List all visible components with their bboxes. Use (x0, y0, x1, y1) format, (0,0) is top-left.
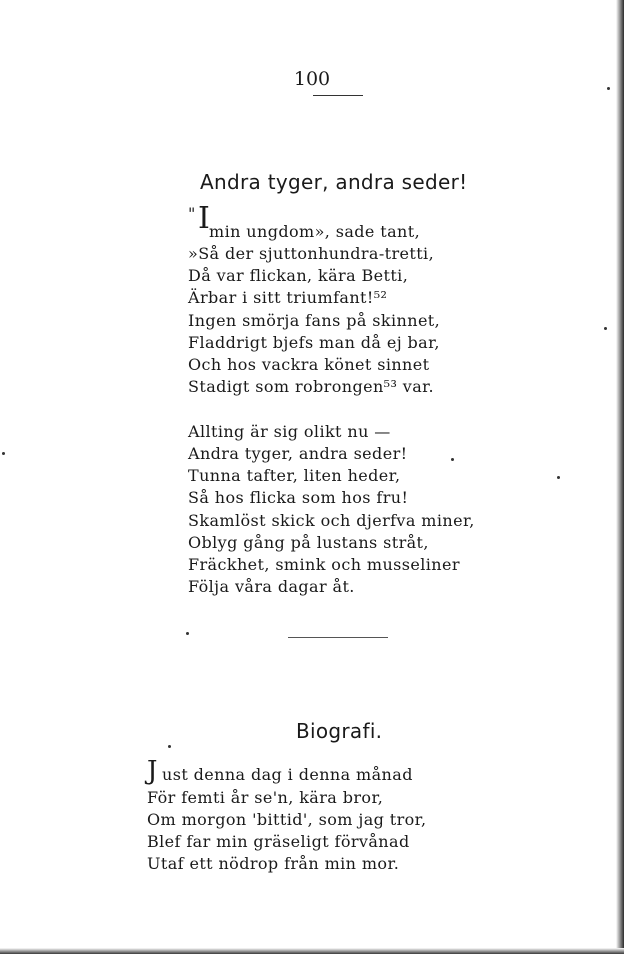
section-divider (288, 637, 388, 638)
poem-title-1: Andra tyger, andra seder! (200, 170, 468, 194)
poem1-line-6: Fladdrigt bjefs man då ej bar, (188, 333, 440, 352)
page-number-rule (313, 95, 363, 96)
poem2-line-5: Utaf ett nödrop från min mor. (147, 854, 400, 873)
poem1-line-14: Oblyg gång på lustans stråt, (188, 533, 429, 552)
poem1-line-1: min ungdom», sade tant, (209, 222, 421, 241)
poem1-line-3: Då var flickan, kära Betti, (188, 266, 409, 285)
speck (186, 632, 189, 635)
page-edge-right (616, 0, 624, 954)
speck (168, 745, 171, 748)
poem1-line-9: Allting är sig olikt nu — (188, 422, 391, 441)
page-edge-bottom (0, 948, 624, 954)
poem1-line-13: Skamlöst skick och djerfva miner, (188, 511, 475, 530)
drop-cap-i: I (198, 201, 210, 236)
poem2-line-1: ust denna dag i denna månad (162, 765, 413, 784)
speck (604, 327, 607, 330)
poem2-line-4: Blef far min gräseligt förvånad (147, 832, 410, 851)
speck (607, 87, 610, 90)
poem1-line-10: Andra tyger, andra seder! (188, 444, 408, 463)
poem1-line-15: Fräckhet, smink och musseliner (188, 555, 460, 574)
poem-title-2: Biografi. (296, 719, 383, 743)
poem1-line-11: Tunna tafter, liten heder, (188, 466, 401, 485)
drop-cap-j: J (147, 756, 158, 786)
poem1-line-4: Ärbar i sitt triumfant!⁵² (188, 288, 388, 307)
opening-quote: " (188, 204, 196, 223)
poem2-line-2: För femti år se'n, kära bror, (147, 788, 384, 807)
poem2-line-3: Om morgon 'bittid', som jag tror, (147, 810, 427, 829)
poem1-line-16: Följa våra dagar åt. (188, 577, 355, 596)
poem1-line-7: Och hos vackra könet sinnet (188, 355, 430, 374)
poem1-line-8: Stadigt som robrongen⁵³ var. (188, 377, 434, 396)
poem1-line-2: »Så der sjuttonhundra-tretti, (188, 244, 435, 263)
poem1-line-5: Ingen smörja fans på skinnet, (188, 311, 441, 330)
speck (451, 458, 454, 461)
poem1-line-12: Så hos flicka som hos fru! (188, 488, 409, 507)
page-number: 100 (293, 68, 331, 90)
speck (2, 452, 5, 455)
speck (557, 476, 560, 479)
